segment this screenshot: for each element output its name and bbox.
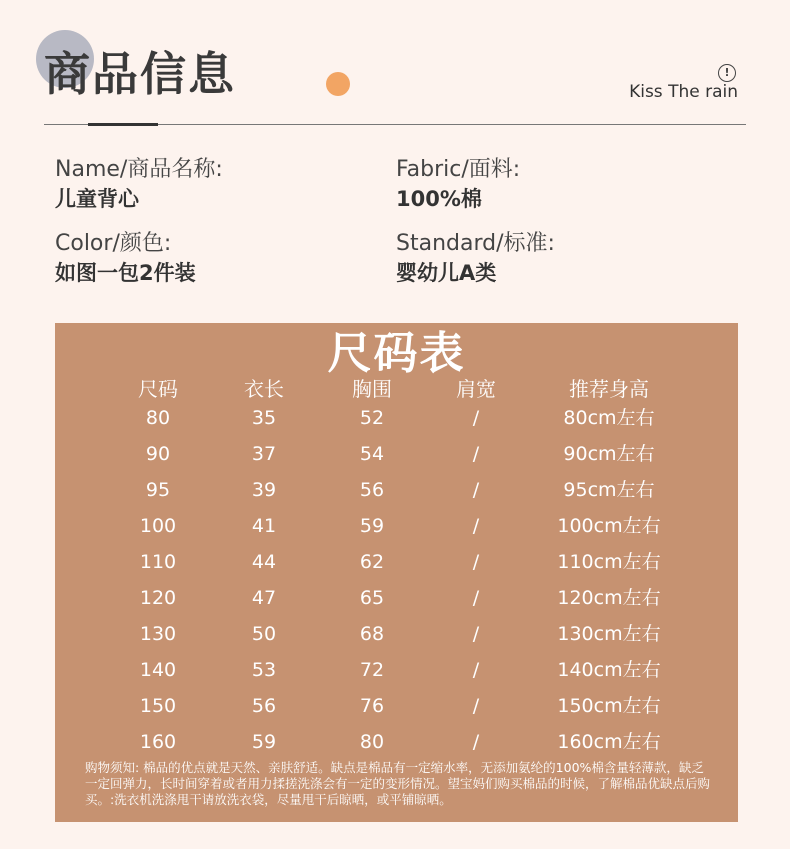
table-cell: 53	[251, 659, 277, 681]
table-cell: 47	[251, 587, 277, 609]
table-cell: 39	[251, 479, 277, 501]
table-cell: /	[472, 407, 480, 429]
table-cell: 90	[145, 443, 171, 465]
table-cell: 44	[251, 551, 277, 573]
table-cell: 120cm左右	[557, 587, 661, 609]
table-cell: 90cm左右	[563, 443, 655, 465]
table-row	[55, 544, 738, 580]
table-cell: 100	[139, 515, 177, 537]
standard-field	[396, 230, 555, 288]
table-cell: 110	[139, 551, 177, 573]
table-row	[55, 436, 738, 472]
table-cell: 76	[359, 695, 385, 717]
table-cell: /	[472, 623, 480, 645]
table-cell: /	[472, 551, 480, 573]
table-cell: /	[472, 515, 480, 537]
fabric-value: 100%棉	[396, 187, 482, 211]
table-cell: 80cm左右	[563, 407, 655, 429]
table-cell: 110cm左右	[557, 551, 661, 573]
table-cell: 37	[251, 443, 277, 465]
table-cell: 80	[145, 407, 171, 429]
brand-text: Kiss The rain	[629, 82, 738, 102]
table-cell: 130	[139, 623, 177, 645]
table-row	[55, 688, 738, 724]
name-value: 儿童背心	[55, 187, 139, 211]
table-cell: 160	[139, 731, 177, 753]
table-cell: 150cm左右	[557, 695, 661, 717]
table-cell: /	[472, 587, 480, 609]
divider-accent	[88, 123, 158, 126]
table-cell: 68	[359, 623, 385, 645]
table-row	[55, 400, 738, 436]
table-cell: 50	[251, 623, 277, 645]
table-row	[55, 580, 738, 616]
table-cell: 59	[359, 515, 385, 537]
table-cell: 140cm左右	[557, 659, 661, 681]
info-circle-icon: !	[718, 64, 736, 82]
table-header: 尺码	[138, 377, 178, 401]
table-cell: 56	[359, 479, 385, 501]
table-cell: 120	[139, 587, 177, 609]
name-field	[55, 156, 223, 214]
table-cell: 54	[359, 443, 385, 465]
size-chart-panel	[55, 323, 738, 822]
table-cell: 160cm左右	[557, 731, 661, 753]
table-cell: 150	[139, 695, 177, 717]
purchase-note: 购物须知: 棉品的优点就是天然、亲肤舒适。缺点是棉品有一定缩水率，无添加氨纶的100%棉含量轻薄款，缺乏一定回弹力，长时间穿着或者用力揉搓洗涤会有一定的变形情况。望宝妈们购买棉品的时候，了解棉品优缺点后购买。:洗衣机洗涤甩干请放洗衣袋，尽量甩干后晾晒，或平铺晾晒。	[85, 760, 711, 807]
table-header: 推荐身高	[569, 377, 649, 401]
table-cell: 59	[251, 731, 277, 753]
table-cell: 130cm左右	[557, 623, 661, 645]
color-field	[55, 230, 196, 288]
table-cell: 95cm左右	[563, 479, 655, 501]
size-chart-title: 尺码表	[327, 328, 466, 379]
table-row	[55, 508, 738, 544]
table-cell: 140	[139, 659, 177, 681]
table-row	[55, 616, 738, 652]
color-value: 如图一包2件装	[55, 261, 196, 285]
table-cell: /	[472, 479, 480, 501]
table-cell: 100cm左右	[557, 515, 661, 537]
table-cell: 41	[251, 515, 277, 537]
standard-label: Standard/标准:	[396, 231, 555, 256]
table-cell: 72	[359, 659, 385, 681]
table-cell: 95	[145, 479, 171, 501]
table-row	[55, 724, 738, 760]
table-cell: /	[472, 731, 480, 753]
table-cell: 35	[251, 407, 277, 429]
table-row	[55, 652, 738, 688]
table-cell: 52	[359, 407, 385, 429]
fabric-label: Fabric/面料:	[396, 157, 521, 182]
table-header: 肩宽	[456, 377, 496, 401]
table-cell: /	[472, 443, 480, 465]
color-label: Color/颜色:	[55, 231, 172, 256]
table-cell: /	[472, 659, 480, 681]
decorative-orange-dot	[326, 72, 350, 96]
name-label: Name/商品名称:	[55, 157, 223, 182]
table-row	[55, 472, 738, 508]
table-cell: /	[472, 695, 480, 717]
table-cell: 62	[359, 551, 385, 573]
standard-value: 婴幼儿A类	[396, 261, 497, 285]
table-cell: 56	[251, 695, 277, 717]
size-table-body	[55, 400, 738, 760]
fabric-field	[396, 156, 520, 214]
table-cell: 65	[359, 587, 385, 609]
table-cell: 80	[359, 731, 385, 753]
table-header: 衣长	[244, 377, 284, 401]
table-header: 胸围	[352, 377, 392, 401]
page-title: 商品信息	[44, 47, 236, 101]
